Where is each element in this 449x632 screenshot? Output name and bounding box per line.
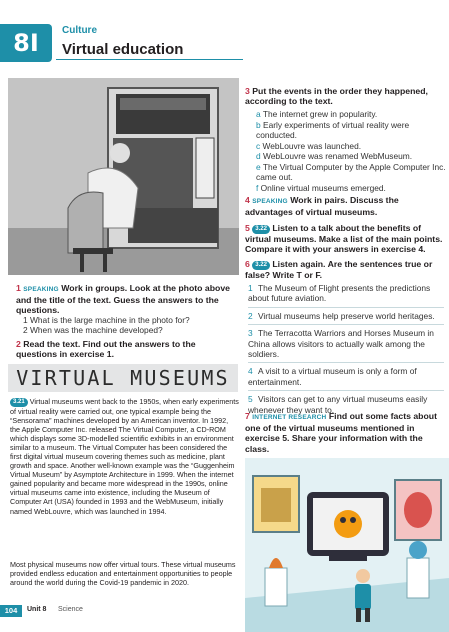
article-paragraph-2: Most physical museums now offer virtual tours. These virtual museums provided endless education and entertainment opportunities to people around the world during the Covid-19 pandemic in 2020. (10, 560, 236, 588)
list-item: 1 The Museum of Flight presents the predictions about future aviation. (248, 283, 431, 304)
task-7 (245, 411, 445, 454)
task-number: 7 (245, 411, 250, 421)
list-item: b Early experiments of virtual reality were conducted. (256, 119, 410, 140)
task-number: 1 (16, 283, 21, 293)
question-1: 1 What is the large machine in the photo for? (23, 315, 190, 325)
task-text: Work in pairs. Discuss the advantages of virtual museums. (245, 195, 399, 218)
task-4 (245, 195, 445, 217)
list-item: 2 Virtual museums help preserve world heritages. (248, 310, 435, 321)
virtual-museum-illustration (245, 458, 449, 632)
task-5 (245, 223, 445, 254)
divider (248, 362, 444, 363)
audio-track-badge[interactable]: 3.22 (252, 225, 270, 234)
task-number: 6 (245, 259, 250, 269)
list-item: a The internet grew in popularity. (256, 109, 378, 119)
audio-track-badge[interactable]: 3.21 (10, 398, 28, 407)
divider (248, 390, 444, 391)
speaking-tag: SPEAKING (23, 286, 59, 293)
task-text: Put the events in the order they happened, according to the text. (245, 86, 428, 107)
page-title: Virtual education (62, 41, 184, 58)
task-text: Work in groups. Look at the photo above and the title of the text. Guess the answers to the questions. (16, 283, 231, 316)
task-text: Listen again. Are the sentences true or false? Write T or F. (245, 259, 433, 280)
task-text: Read the text. Find out the answers to the questions in exercise 1. (16, 339, 196, 360)
page-number: 104 (0, 605, 22, 617)
unit-badge: 8I (0, 24, 52, 62)
task-text: Listen to a talk about the benefits of virtual museums. Make a list of the main points. Compare it with your answers in exercise 4. (245, 223, 443, 255)
task-3 (245, 86, 445, 106)
footer-unit: Unit 8 (27, 606, 47, 613)
event-list (256, 109, 446, 193)
paragraph-text: Virtual museums went back to the 1950s, when early experiments of virtual reality were carried out, one typical example being the “Sensorama” machines developed by an American inventor. In 1992, the Apple Computer Inc. released The Virtual Computer, a CD-ROM which displays some 3D-modelled scientific exhibits in an environment similar to a museum. The Virtual Computer has been considered the first digital virtual museum covering themes such as medicine, plant growth and space. Another well-known example was the “Guggenheim Virtual Museum” by Asymptote Architecture in 1999. When the internet gained popularity and became more widespread in the 1990s, online virtual museums came into existence, including the Museum of Computer Art (USA) founded in 1993 and the WebMuseum, initially named WebLouvre, which was launched in 1994. (10, 397, 239, 516)
task-6 (245, 259, 445, 280)
speaking-tag: SPEAKING (252, 198, 288, 205)
divider (248, 307, 444, 308)
task-number: 3 (245, 86, 250, 96)
audio-track-badge[interactable]: 3.22 (252, 261, 270, 270)
article-paragraph-1 (10, 397, 239, 516)
footer-topic: Science (58, 606, 83, 613)
task-number: 4 (245, 195, 250, 205)
task-number: 5 (245, 223, 250, 233)
header-divider (56, 59, 243, 60)
list-item: f Online virtual museums emerged. (256, 182, 386, 193)
question-2: 2 When was the machine developed? (23, 325, 163, 335)
sensorama-photo (8, 78, 239, 275)
list-item: 4 A visit to a virtual museum is only a form of entertainment. (248, 366, 417, 387)
list-item: c WebLouvre was launched. (256, 140, 362, 151)
divider (248, 324, 444, 325)
task-1 (16, 283, 236, 316)
list-item: 3 The Terracotta Warriors and Horses Museum in China allows visitors to actually walk among the soldiers. (248, 328, 434, 360)
task-number: 2 (16, 339, 21, 349)
internet-research-tag: INTERNET RESEARCH (252, 414, 327, 421)
article-title: VIRTUAL MUSEUMS (8, 364, 238, 392)
list-item: 5 Visitors can get to any virtual museums easily whenever they want to. (248, 394, 428, 415)
task-2 (16, 339, 231, 359)
task-text: Find out some facts about one of the virtual museums mentioned in exercise 5. Share your information with the class. (245, 411, 437, 454)
section-label: Culture (62, 25, 97, 36)
true-false-list (248, 283, 444, 415)
list-item: e The Virtual Computer by the Apple Computer Inc. came out. (256, 161, 446, 182)
list-item: d WebLouvre was renamed WebMuseum. (256, 151, 413, 161)
